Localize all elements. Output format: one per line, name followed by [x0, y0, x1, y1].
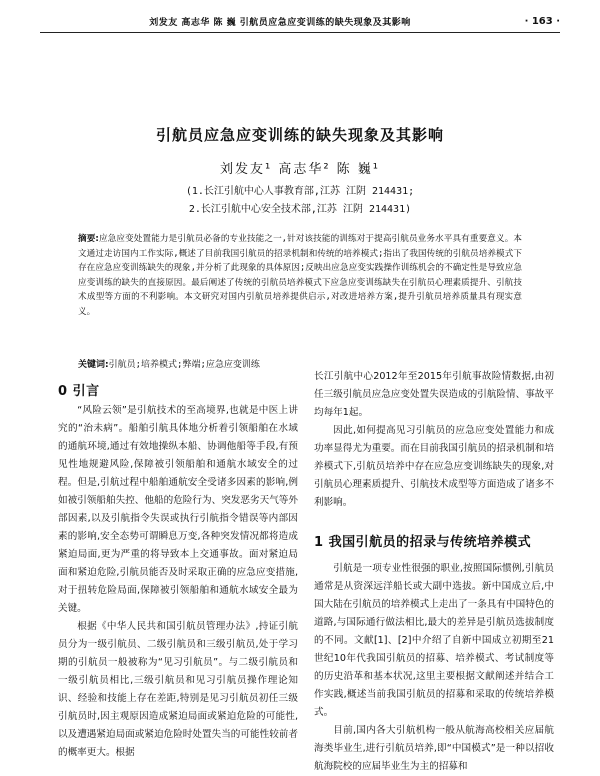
right-paragraph: 因此,如何提高见习引航员的应急应变处置能力和成功率显得尤为重要。而在目前我国引航员的招录机制和培养模式下,引航员培养中存在应急应变训练缺失的现象,对引航员心理素质提升、引航技术成型等方面造成了诸多不利影响。 — [314, 425, 554, 508]
abstract-text: 应急应变处置能力是引航员必备的专业技能之一,针对该技能的训练对于提高引航员业务水平具有重要意义。本文通过走访国内工作实际,概述了目前我国引航员的招录机制和传统的培养模式;指出了我国传统的引航员培养模式下存在应急应变训练缺失的现象,并分析了此现象的具体原因;反映出应急应变实践操作训练机会的不确定性是导致应急应变训练的缺失的直接原因。最后阐述了传统的引航员培养模式下应急应变训练缺失在引航员心理素质提升、引航技术成型等方面的不利影响。本文研究对国内引航员培养提供启示,对改进培养方案,提升引航员培养质量具有现实意义。 — [78, 234, 522, 317]
right-column-bottom — [314, 560, 554, 776]
right-column-top — [314, 368, 554, 512]
section-1-heading: 1 我国引航员的招录与传统培养模式 — [314, 535, 532, 550]
authors: 刘发友¹ 高志华² 陈 巍¹ — [219, 162, 381, 177]
right-paragraph: 目前,国内各大引航机构一般从航海高校相关应届航海类毕业生,进行引航员培养,即“中国模式”是一种以招收航海院校的应届毕业生为主的招募和 — [314, 725, 554, 772]
left-paragraph: “风险云领”是引航技术的至高境界,也就是中医上讲究的“治未病”。船舶引航具体地分析着引领船舶在水域的通航环境,通过有效地操纵本船、协调他船等手段,有预见性地规避风险,保障被引领船舶和通航水域安全的过程。但是,引航过程中船舶通航安全受诸多因素的影响,例如被引领船舶失控、他船的危险行为、突发恶劣天气等外部因素,以及引航指令失误或执行引航指令错误等内部因素的影响,安全态势可谓瞬息万变,各种突发情况都将造成紧迫局面,更为严重的将导致本上交通事故。面对紧迫局面和紧迫危险,引航员能否及时采取正确的应急应变措施,对于扭转危险局面,保障被引领船舶和通航水域安全最为关键。 — [58, 405, 298, 614]
section-0-heading: 0 引言 — [58, 384, 100, 399]
affiliation-1: (1.长江引航中心人事教育部,江苏 江阴 214431; — [185, 186, 415, 197]
abstract — [78, 232, 522, 319]
page-number: · 163 · — [524, 15, 560, 27]
abstract-label: 摘要: — [78, 234, 99, 244]
running-title: 刘发友 高志华 陈 巍 引航员应急应变训练的缺失现象及其影响 — [149, 17, 411, 28]
right-paragraph: 长江引航中心2012年至2015年引航事故险情数据,由初任三级引航员应急应变处置失误造成的引航险情、事故平均每年1起。 — [314, 371, 554, 418]
affiliation-2: 2.长江引航中心安全技术部,江苏 江阴 214431) — [188, 204, 412, 215]
paper-title: 引航员应急应变训练的缺失现象及其影响 — [155, 126, 444, 144]
left-column — [58, 402, 298, 762]
left-paragraph: 根据《中华人民共和国引航员管理办法》,持证引航员分为一级引航员、二级引航员和三级引航员,处于学习期的引航员一般被称为“见习引航员”。与二级引航员和一级引航员相比,三级引航员和见习引航员操作理论知识、经验和技能上存在差距,特别是见习引航员初任三级引航员时,因主观原因造成紧迫局面或紧迫危险的可能性,以及遭遇紧迫局面或紧迫危险时处置失当的可能性较前者的概率更大。根据 — [58, 621, 298, 758]
right-paragraph: 引航是一项专业性很强的职业,按照国际惯例,引航员通常是从资深远洋船长或大副中选拔。新中国成立后,中国大陆在引航员的培养模式上走出了一条具有中国特色的道路,与国际通行做法相比,最大的差异是引航员选拔制度的不同。文献[1]、[2]中介绍了自新中国成立初期至21世纪10年代我国引航员的招募、培养模式、考试制度等的历史沿革和基本状况,这里主要根据文献阐述并结合工作实践,概述当前我国引航员的招募和采取的传统培养模式。 — [314, 563, 554, 718]
running-header — [40, 10, 560, 33]
keywords-label: 关键词: — [78, 360, 109, 370]
keywords-text: 引航员;培养模式;弊端;应急应变训练 — [108, 360, 260, 370]
